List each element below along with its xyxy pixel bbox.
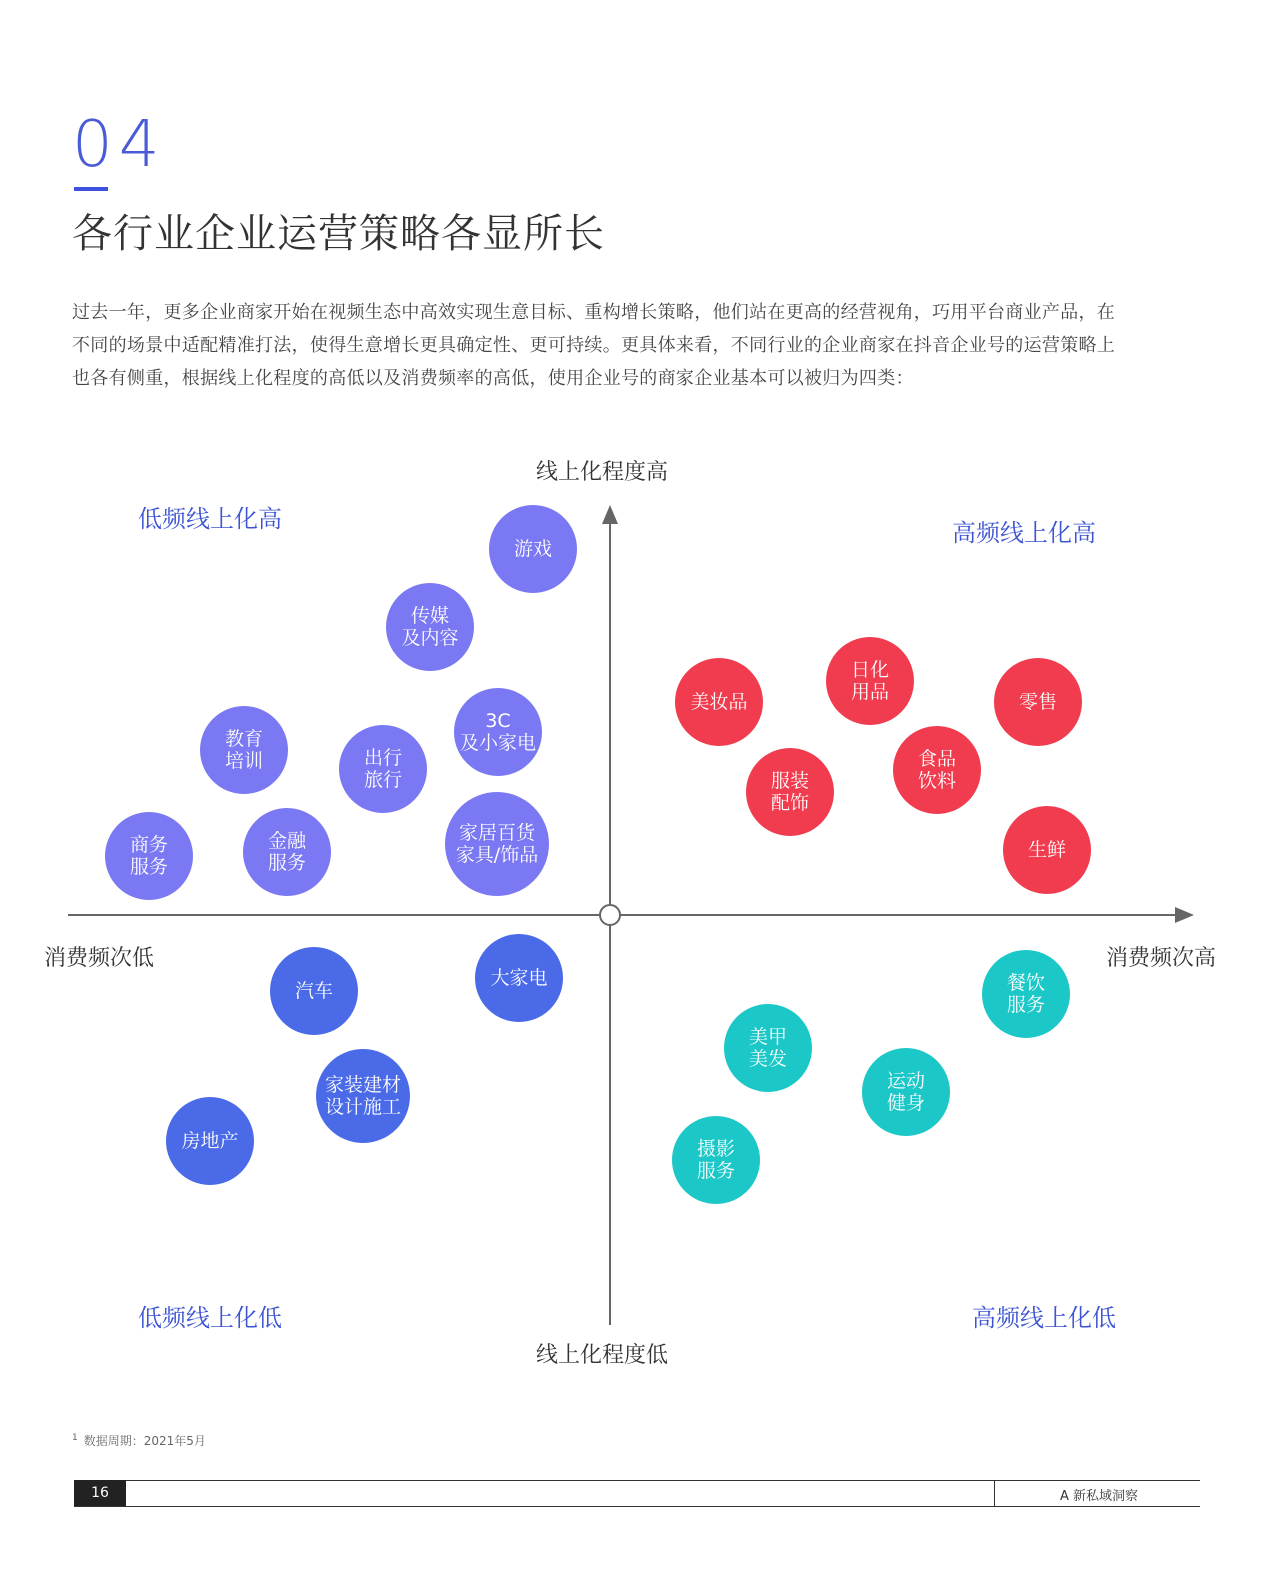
bubble-meizhuang xyxy=(675,658,763,746)
bubble-shengxian xyxy=(1003,806,1091,894)
quadrant-label-bottom-left: 低频线上化低 xyxy=(138,1304,282,1332)
page-title: 各行业企业运营策略各显所长 xyxy=(72,211,605,257)
bubble-fangdichan xyxy=(166,1097,254,1185)
bubble-canyin xyxy=(982,950,1070,1038)
bubble-fuzhuang xyxy=(746,748,834,836)
bubble-label: 家装建材 xyxy=(324,1074,401,1096)
bubble-sheying xyxy=(672,1116,760,1204)
bubble-label: 美妆品 xyxy=(690,691,748,713)
intro-line: 也各有侧重，根据线上化程度的高低以及消费频率的高低，使用企业号的商家企业基本可以被归为四类： xyxy=(72,368,914,389)
bubble-3c xyxy=(454,688,542,776)
bubble-dajiadian xyxy=(475,934,563,1022)
bubble-label: 旅行 xyxy=(363,769,402,791)
axis-label-left: 消费频次低 xyxy=(44,946,155,971)
bubble-label: 服务 xyxy=(129,856,168,878)
bubble-label: 房地产 xyxy=(181,1130,239,1152)
y-axis-arrow xyxy=(602,505,618,524)
bubble-jiaoyu xyxy=(200,706,288,794)
bubble-label: 商务 xyxy=(129,834,168,856)
axis-label-top: 线上化程度高 xyxy=(536,460,669,485)
bubble-jinrong xyxy=(243,808,331,896)
bubble-shangwu xyxy=(105,812,193,900)
bubble-label: 摄影 xyxy=(696,1138,735,1160)
bubble-label: 美甲 xyxy=(748,1026,787,1048)
bubble-label: 设计施工 xyxy=(324,1096,401,1118)
bubble-jiazhuang xyxy=(316,1049,410,1143)
bubble-lingshou xyxy=(994,658,1082,746)
bubble-label: 家具/饰品 xyxy=(455,844,539,866)
bubble-label: 培训 xyxy=(224,750,263,772)
bubble-label: 大家电 xyxy=(490,967,548,989)
bubble-label: 运动 xyxy=(886,1070,925,1092)
x-axis-arrow xyxy=(1175,907,1194,923)
bubble-label: 用品 xyxy=(850,681,889,703)
bubble-label: 家居百货 xyxy=(458,822,535,844)
bubble-label: 服务 xyxy=(1006,994,1045,1016)
quadrant-label-bottom-right: 高频线上化低 xyxy=(972,1304,1116,1332)
quadrant-label-top-left: 低频线上化高 xyxy=(138,505,282,533)
bubble-label: 及小家电 xyxy=(459,732,536,754)
bubble-label: 及内容 xyxy=(401,627,459,649)
quadrant-label-top-right: 高频线上化高 xyxy=(952,519,1096,547)
bubble-label: 汽车 xyxy=(294,980,333,1002)
bubble-shipin xyxy=(893,726,981,814)
footnote xyxy=(72,1432,206,1449)
bubble-label: 出行 xyxy=(363,747,402,769)
bubble-meijia xyxy=(724,1004,812,1092)
origin-circle xyxy=(600,905,620,925)
bubble-label: 食品 xyxy=(917,748,956,770)
page-number: 16 xyxy=(74,1480,126,1506)
footer-top-rule xyxy=(74,1480,1200,1481)
footer-brand: A 新私域洞察 xyxy=(1060,1489,1139,1504)
bubble-label: 生鲜 xyxy=(1027,839,1066,861)
bubble-chuxing xyxy=(339,725,427,813)
bubble-label: 日化 xyxy=(850,659,889,681)
bubble-qiche xyxy=(270,947,358,1035)
footnote-marker: 1 xyxy=(72,1433,78,1443)
bubble-label: 零售 xyxy=(1018,691,1057,713)
section-number: 04 xyxy=(72,108,166,182)
footnote-text: 数据周期：2021年5月 xyxy=(83,1434,206,1448)
bubble-label: 金融 xyxy=(267,830,306,852)
intro-line: 过去一年，更多企业商家开始在视频生态中高效实现生意目标、重构增长策略，他们站在更高的经营视角，巧用平台商业产品，在 xyxy=(72,302,1116,323)
bubble-label: 游戏 xyxy=(513,538,552,560)
bubble-label: 传媒 xyxy=(410,605,449,627)
bubble-label: 美发 xyxy=(748,1048,787,1070)
axis-label-bottom: 线上化程度低 xyxy=(536,1343,669,1368)
bubble-chuanmei xyxy=(386,583,474,671)
bubble-label: 餐饮 xyxy=(1006,972,1045,994)
bubble-yundong xyxy=(862,1048,950,1136)
bubble-label: 教育 xyxy=(224,728,263,750)
bubble-rihua xyxy=(826,637,914,725)
bubble-jiaju xyxy=(445,792,549,896)
bubble-youxi xyxy=(489,505,577,593)
bubble-label: 配饰 xyxy=(770,792,809,814)
bubble-label: 3C xyxy=(485,710,511,732)
bubble-label: 健身 xyxy=(886,1092,925,1114)
bubble-label: 饮料 xyxy=(917,770,956,792)
bubble-label: 服装 xyxy=(770,770,809,792)
axis-label-right: 消费频次高 xyxy=(1106,946,1217,971)
intro-line: 不同的场景中适配精准打法，使得生意增长更具确定性、更可持续。更具体来看，不同行业的企业商家在抖音企业号的运营策略上 xyxy=(72,335,1116,356)
footer-divider xyxy=(994,1480,995,1506)
bubble-label: 服务 xyxy=(696,1160,735,1182)
bubble-label: 服务 xyxy=(267,852,306,874)
footer-bottom-rule xyxy=(74,1506,1200,1507)
